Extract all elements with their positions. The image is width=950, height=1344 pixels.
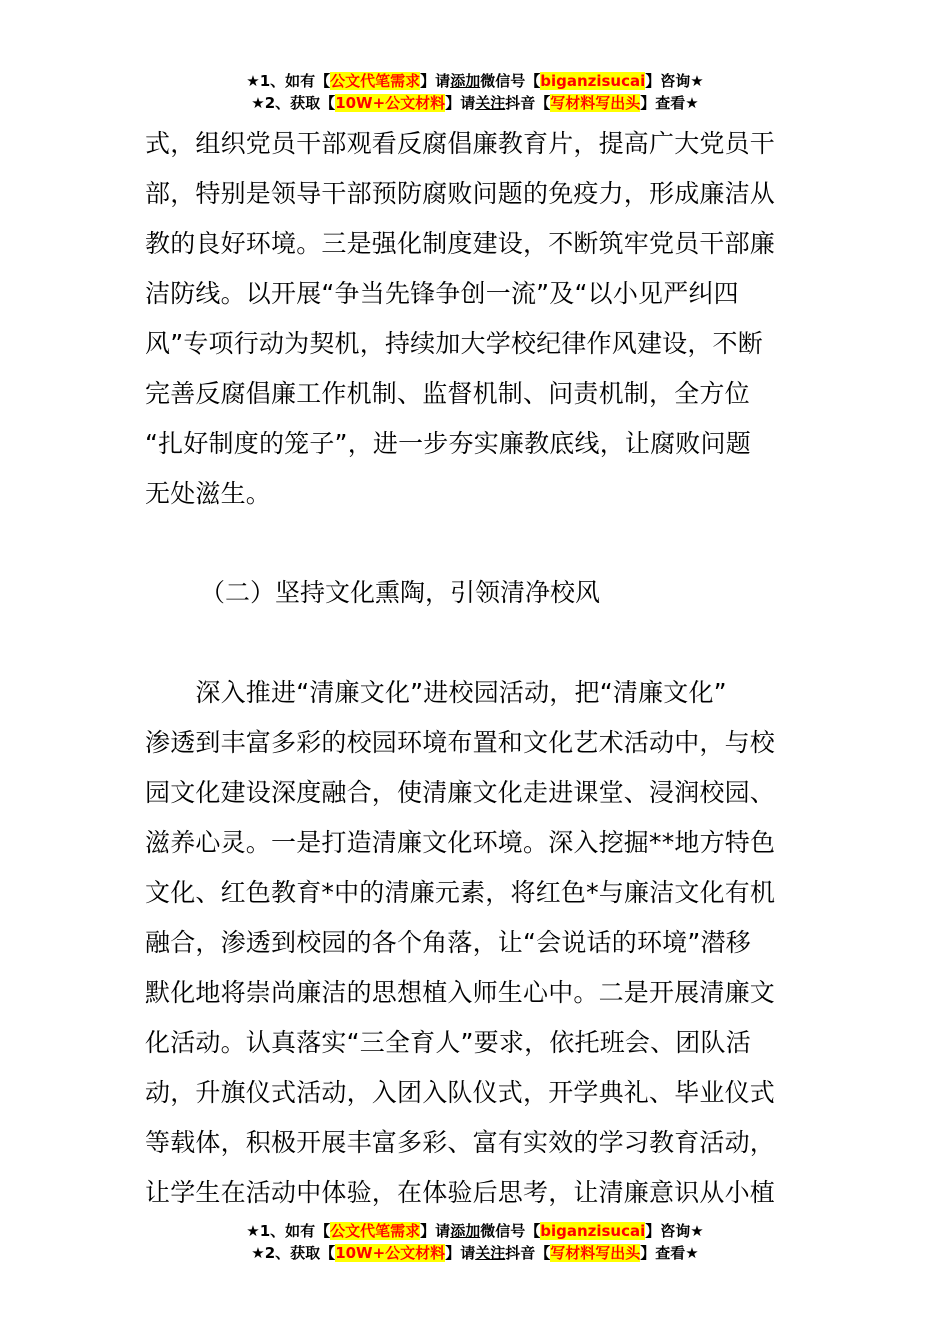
paragraph-line: 风”专项行动为契机，持续加大学校纪律作风建设，不断 xyxy=(145,329,763,358)
banner-underline: 添加 xyxy=(450,1222,481,1240)
paragraph-line: 滋养心灵。一是打造清廉文化环境。深入挖掘**地方特色 xyxy=(145,828,776,857)
banner-text: 微信号【 xyxy=(480,72,541,90)
banner-text: 】咨询★ xyxy=(645,72,704,90)
banner-douyin-account: 写材料写出头 xyxy=(550,1244,641,1262)
banner-underline: 添加 xyxy=(450,72,481,90)
banner-highlight: 10W+公文材料 xyxy=(335,94,446,112)
banner-line-1 xyxy=(0,70,950,92)
paragraph-line: 融合，渗透到校园的各个角落，让“会说话的环境”潜移 xyxy=(145,928,751,957)
paragraph-line: 深入推进“清廉文化”进校园活动，把“清廉文化” xyxy=(145,678,727,707)
banner-douyin-account: 写材料写出头 xyxy=(550,94,641,112)
banner-text: ★1、如有【 xyxy=(246,72,331,90)
paragraph-line: 化活动。认真落实“三全育人”要求，依托班会、团队活 xyxy=(145,1028,751,1057)
paragraph-line: 让学生在活动中体验，在体验后思考，让清廉意识从小植 xyxy=(145,1178,776,1207)
banner-text: 】请 xyxy=(445,94,476,112)
banner-wechat-id: biganzisucai xyxy=(540,1222,646,1240)
banner-underline: 关注 xyxy=(475,1244,506,1262)
paragraph-line: 洁防线。以开展“争当先锋争创一流”及“以小见严纠四 xyxy=(145,279,739,308)
paragraph-line: 动，升旗仪式活动，入团入队仪式，开学典礼、毕业仪式 xyxy=(145,1078,776,1107)
paragraph-line: 完善反腐倡廉工作机制、监督机制、问责机制，全方位 xyxy=(145,379,750,408)
banner-line-1 xyxy=(0,1220,950,1242)
banner-text: 抖音【 xyxy=(505,1244,551,1262)
banner-text: 】请 xyxy=(420,1222,451,1240)
paragraph-line: “扎好制度的笼子”，进一步夯实廉教底线，让腐败问题 xyxy=(145,429,751,458)
paragraph-line: 式，组织党员干部观看反腐倡廉教育片，提高广大党员干 xyxy=(145,129,776,158)
paragraph-line: 部，特别是领导干部预防腐败问题的免疫力，形成廉洁从 xyxy=(145,179,776,208)
banner-text: 微信号【 xyxy=(480,1222,541,1240)
banner-text: 】咨询★ xyxy=(645,1222,704,1240)
banner-text: 】查看★ xyxy=(640,1244,699,1262)
banner-text: ★2、获取【 xyxy=(251,94,336,112)
banner-text: 】请 xyxy=(420,72,451,90)
paragraph-1 xyxy=(145,119,810,519)
paragraph-line: 默化地将崇尚廉洁的思想植入师生心中。二是开展清廉文 xyxy=(145,978,776,1007)
paragraph-2 xyxy=(145,668,810,1218)
banner-highlight: 公文代笔需求 xyxy=(330,1222,421,1240)
paragraph-line: 无处滋生。 xyxy=(145,479,272,508)
banner-text: 】请 xyxy=(445,1244,476,1262)
banner-line-2 xyxy=(0,92,950,114)
paragraph-line: 园文化建设深度融合，使清廉文化走进课堂、浸润校园、 xyxy=(145,778,776,807)
paragraph-line: 等载体，积极开展丰富多彩、富有实效的学习教育活动， xyxy=(145,1128,776,1157)
section-heading: （二）坚持文化熏陶，引领清净校风 xyxy=(200,578,601,607)
banner-text: ★1、如有【 xyxy=(246,1222,331,1240)
banner-highlight: 公文代笔需求 xyxy=(330,72,421,90)
banner-text: ★2、获取【 xyxy=(251,1244,336,1262)
header-banner xyxy=(0,70,950,114)
banner-wechat-id: biganzisucai xyxy=(540,72,646,90)
banner-line-2 xyxy=(0,1242,950,1264)
banner-text: 抖音【 xyxy=(505,94,551,112)
paragraph-line: 文化、红色教育*中的清廉元素，将红色*与廉洁文化有机 xyxy=(145,878,776,907)
footer-banner xyxy=(0,1220,950,1264)
banner-highlight: 10W+公文材料 xyxy=(335,1244,446,1262)
banner-underline: 关注 xyxy=(475,94,506,112)
paragraph-line: 渗透到丰富多彩的校园环境布置和文化艺术活动中，与校 xyxy=(145,728,776,757)
banner-text: 】查看★ xyxy=(640,94,699,112)
paragraph-line: 教的良好环境。三是强化制度建设，不断筑牢党员干部廉 xyxy=(145,229,776,258)
